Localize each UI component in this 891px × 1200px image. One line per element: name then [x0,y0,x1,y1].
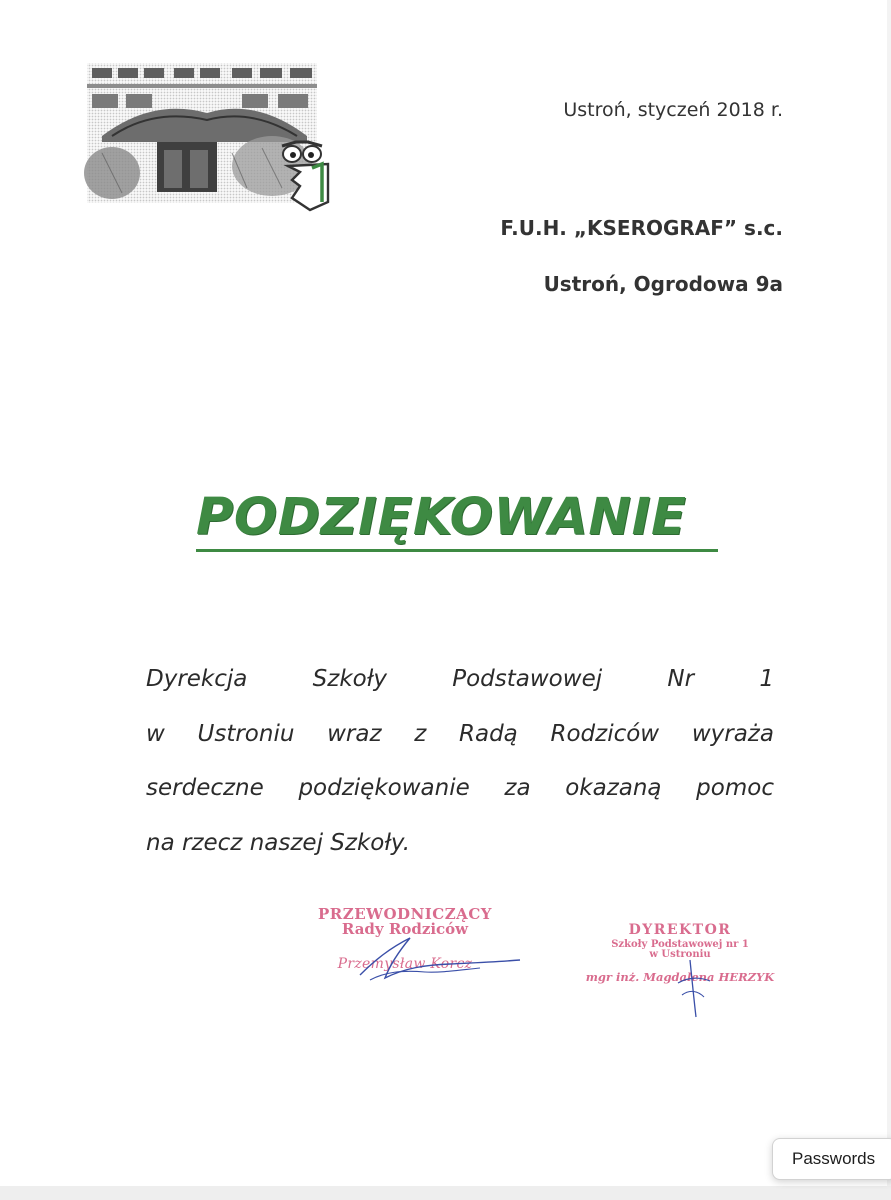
body-word: Ustroniu [197,720,295,747]
letter-body [146,652,774,870]
addressee-address: Ustroń, Ogrodowa 9a [543,272,783,296]
body-word: w [146,720,165,747]
body-word: Podstawowej [452,666,603,692]
body-word: wyraża [691,720,774,747]
stamp-name: Przemysław Korcz [337,956,473,972]
body-word: Radą [459,720,518,747]
stamp-name: mgr inż. Magdalena HERZYK [585,970,775,984]
window-edge [887,0,891,1186]
body-word: wraz [327,720,382,747]
body-word: Nr [667,666,695,692]
body-word: Rodziców [550,720,660,747]
director-signature [660,955,720,1025]
stamp-subtitle: Rady Rodziców [341,920,469,938]
body-word: za [504,775,531,801]
body-word: 1 [759,666,774,692]
body-word: okazaną [565,775,662,801]
body-line [146,761,774,816]
stamp-title: PRZEWODNICZĄCY [318,905,492,923]
stamp-subtitle: Szkoły Podstawowej nr 1 [611,939,749,950]
passwords-button[interactable]: Passwords [772,1138,891,1180]
school-owl-logo [270,140,332,215]
body-word: serdeczne [146,775,264,801]
chairman-signature [330,920,530,990]
body-word: pomoc [696,775,774,801]
stamp-subtitle: w Ustroniu [649,949,711,960]
body-word: z [414,720,427,747]
addressee-name: F.U.H. „KSEROGRAF” s.c. [500,216,783,240]
letter-title: PODZIĘKOWANIE [196,488,687,547]
body-line [146,816,774,871]
body-line [146,707,774,762]
letter-date: Ustroń, styczeń 2018 r. [563,99,783,121]
body-word: Dyrekcja [146,666,248,692]
body-word: Szkoły [312,666,387,692]
body-line [146,652,774,707]
stamp-title: DYREKTOR [628,922,732,938]
bottom-bar [0,1186,891,1200]
body-word: na rzecz naszej Szkoły. [146,829,411,856]
body-word: podziękowanie [298,775,470,801]
title-underline [196,549,718,552]
